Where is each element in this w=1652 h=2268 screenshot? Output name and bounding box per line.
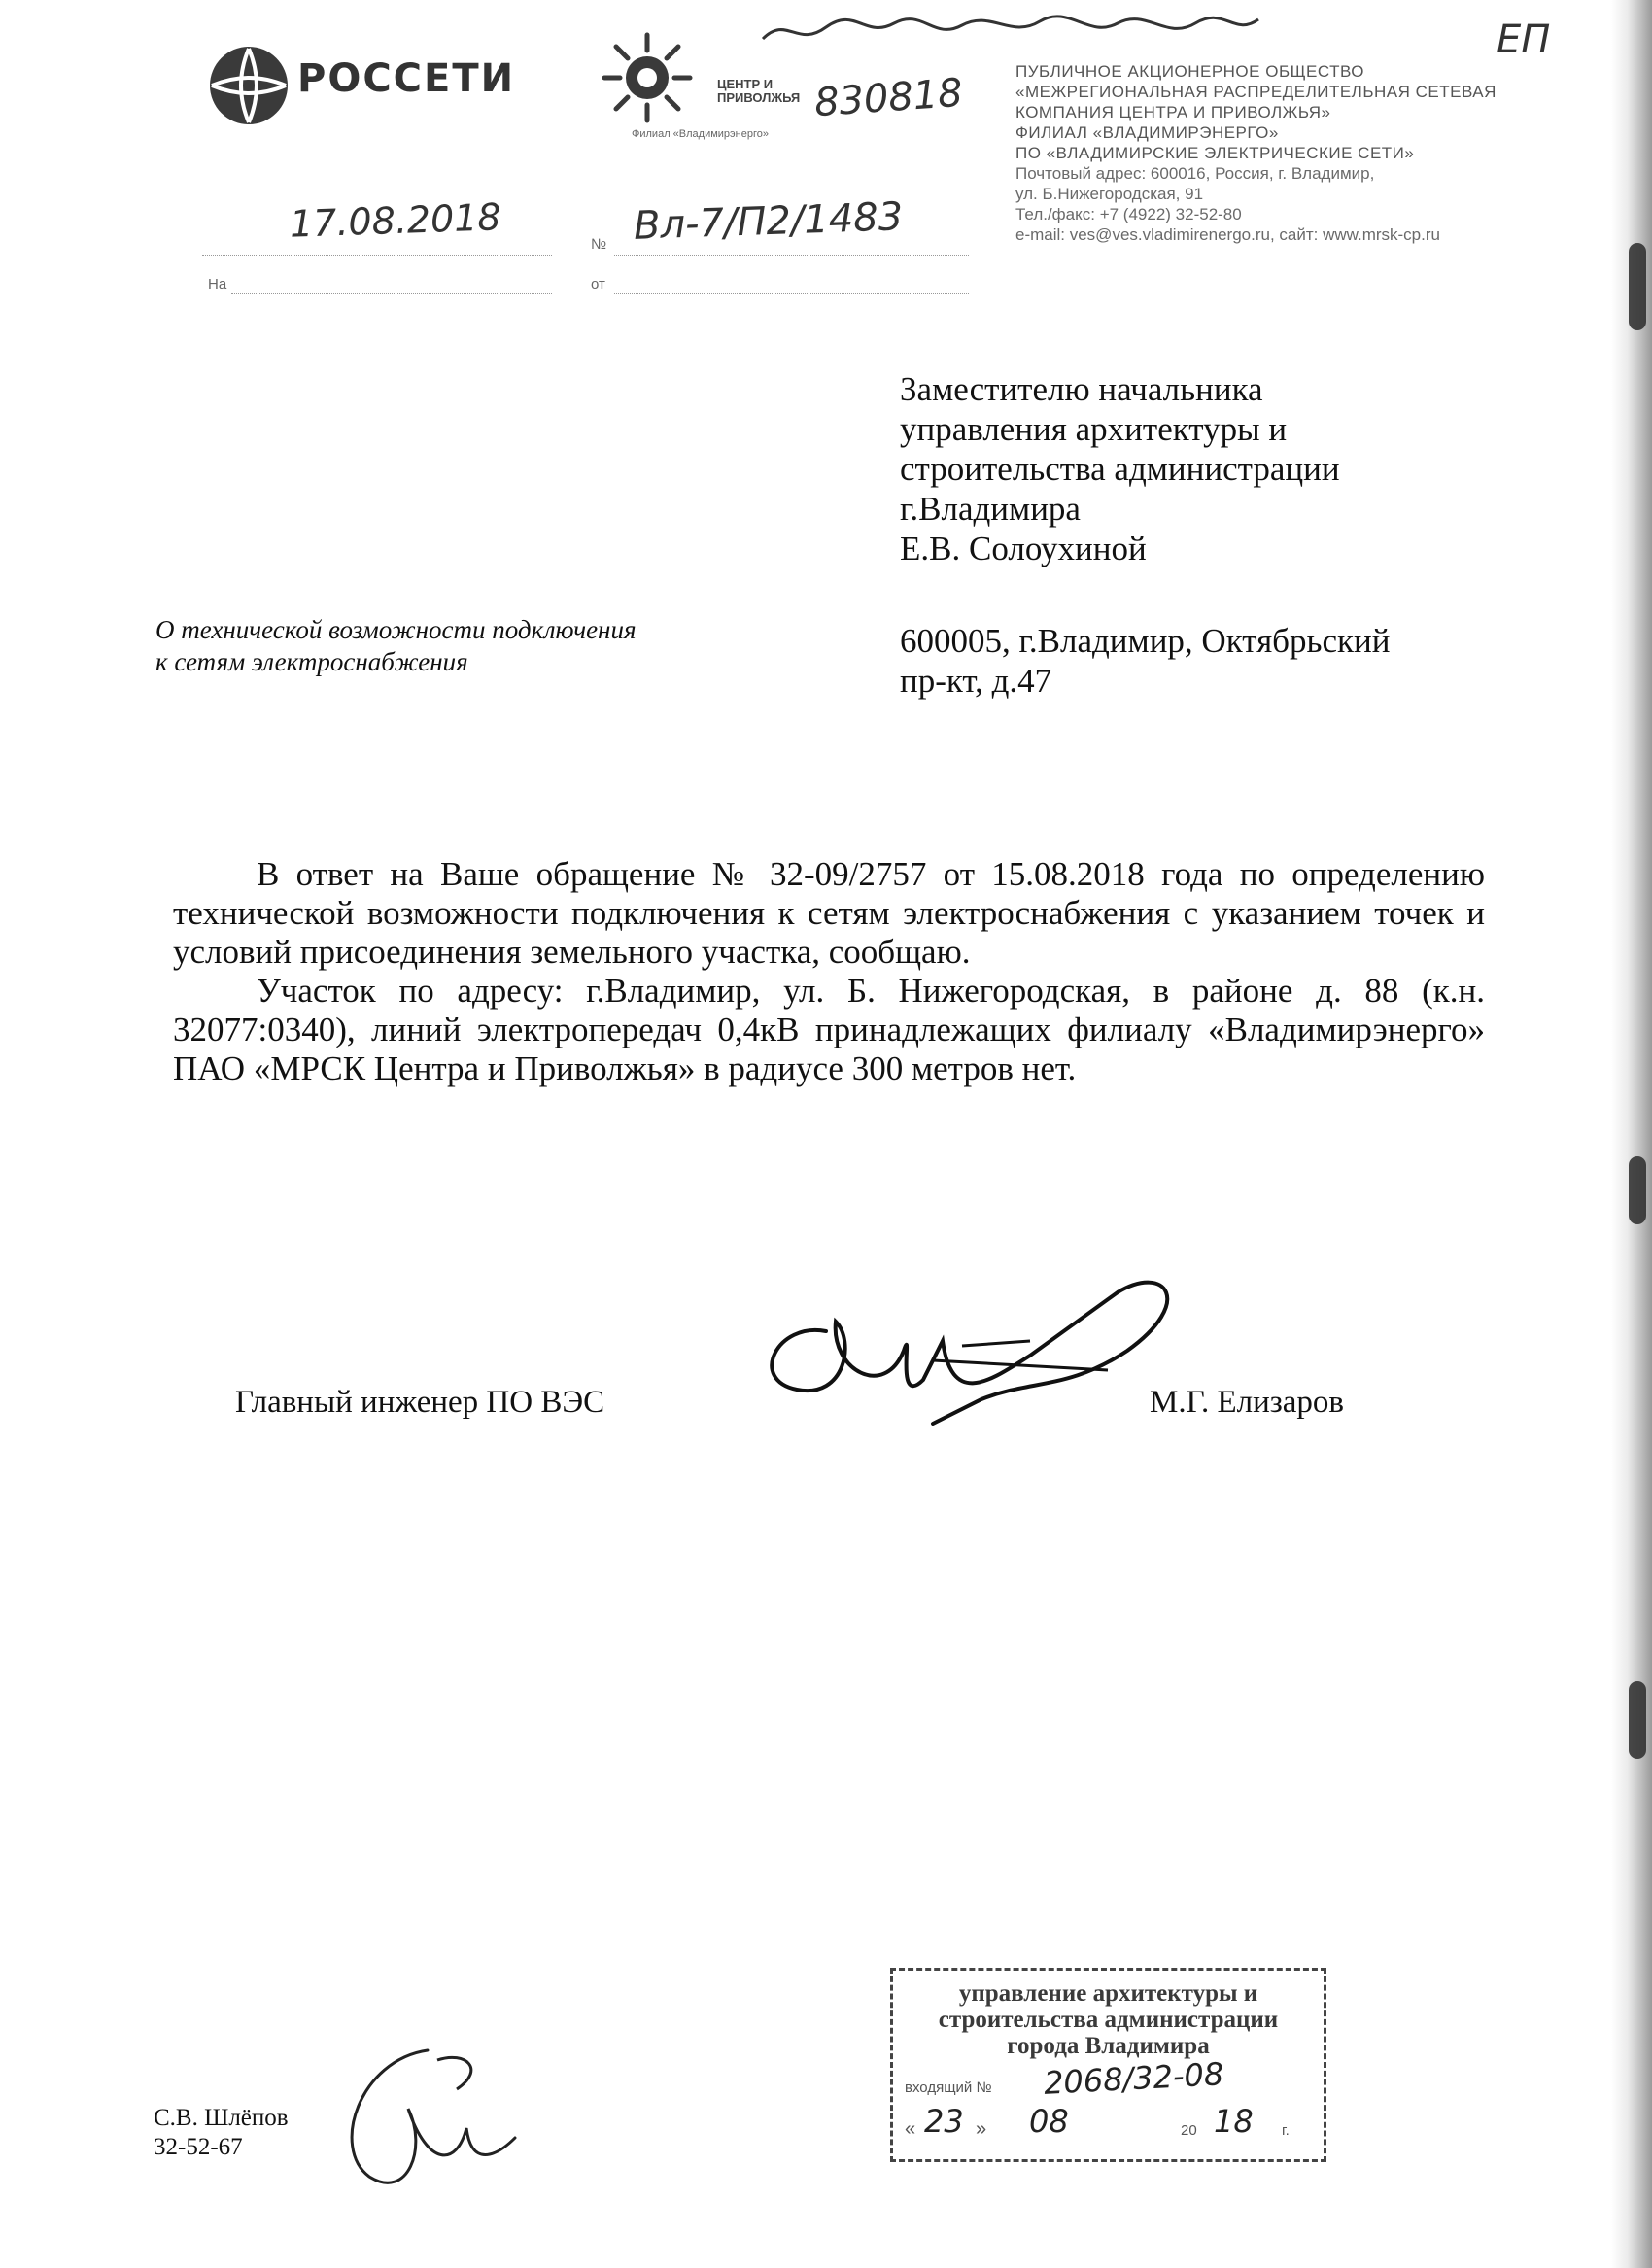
recipient-line: Е.В. Солоухиной <box>900 530 1147 567</box>
signature-image <box>739 1263 1195 1433</box>
stamp-line: управление архитектуры и <box>958 1980 1258 2007</box>
recipient-line: строительства администрации <box>900 450 1340 488</box>
stamp-line: строительства администрации <box>938 2007 1279 2033</box>
executor-signature <box>321 2031 544 2201</box>
subject <box>155 614 739 678</box>
registration-number: Вл-7/П2/1483 <box>633 194 904 249</box>
emblem-text-line: ПРИВОЛЖЬЯ <box>717 90 801 105</box>
sun-emblem-icon <box>599 29 696 126</box>
incoming-stamp <box>890 1968 1326 2162</box>
recipient-line: Заместителю начальника <box>900 370 1263 408</box>
org-line: «МЕЖРЕГИОНАЛЬНАЯ РАСПРЕДЕЛИТЕЛЬНАЯ СЕТЕВАЯ <box>1015 83 1497 101</box>
stamp-day: 23 <box>924 2103 964 2140</box>
stamp-month: 08 <box>1029 2103 1069 2140</box>
scan-blot <box>1629 1156 1646 1224</box>
na-underline <box>231 293 552 294</box>
date-underline <box>202 255 552 256</box>
scribble-icon <box>758 10 1263 53</box>
org-name-block <box>1015 61 1497 163</box>
handwritten-scribble <box>758 10 1263 58</box>
contact-line: Тел./факс: +7 (4922) 32-52-80 <box>1015 205 1242 223</box>
emblem-text <box>717 78 800 105</box>
signatory-name: М.Г. Елизаров <box>1150 1385 1344 1420</box>
executor-phone: 32-52-67 <box>154 2134 243 2160</box>
recipient-address-line: пр-кт, д.47 <box>900 662 1052 700</box>
stamp-year-suffix: 18 <box>1214 2103 1254 2140</box>
stamp-year-prefix: 20 <box>1181 2122 1197 2139</box>
ot-underline <box>614 293 969 294</box>
mrsk-emblem <box>599 29 696 131</box>
executor-block <box>154 2104 289 2162</box>
incoming-handwritten: 830818 <box>812 70 965 126</box>
executor-signature-icon <box>321 2031 544 2196</box>
scan-shadow <box>1611 0 1652 2268</box>
subject-line: О технической возможности подключения <box>155 615 637 644</box>
org-line: КОМПАНИЯ ЦЕНТРА И ПРИВОЛЖЬЯ» <box>1015 103 1331 121</box>
recipient-line: г.Владимира <box>900 490 1081 528</box>
ot-label: от <box>591 276 605 292</box>
scan-blot <box>1629 243 1646 330</box>
letter-body <box>173 855 1485 1088</box>
number-underline <box>614 255 969 256</box>
recipient-line: управления архитектуры и <box>900 410 1288 448</box>
org-line: ПО «ВЛАДИМИРСКИЕ ЭЛЕКТРИЧЕСКИЕ СЕТИ» <box>1015 144 1415 162</box>
org-line: ПУБЛИЧНОЕ АКЦИОНЕРНОЕ ОБЩЕСТВО <box>1015 62 1364 81</box>
contact-line: e-mail: ves@ves.vladimirenergo.ru, сайт: www.mrsk-cp.ru <box>1015 225 1440 244</box>
signature-icon <box>739 1263 1195 1428</box>
stamp-year-unit: г. <box>1282 2122 1290 2139</box>
subject-line: к сетям электроснабжения <box>155 647 468 676</box>
contact-line: Почтовый адрес: 600016, Россия, г. Владимир, <box>1015 164 1375 183</box>
emblem-caption: Филиал «Владимирэнерго» <box>632 128 769 140</box>
emblem-text-line: ЦЕНТР И <box>717 77 774 91</box>
number-label: № <box>591 236 607 253</box>
recipient-address-line: 600005, г.Владимир, Октябрьский <box>900 622 1391 660</box>
contact-line: ул. Б.Нижегородская, 91 <box>1015 185 1204 203</box>
rosseti-logo <box>204 41 293 135</box>
org-line: ФИЛИАЛ «ВЛАДИМИРЭНЕРГО» <box>1015 123 1279 142</box>
recipient-block <box>900 369 1502 701</box>
signatory-position: Главный инженер ПО ВЭС <box>235 1385 605 1420</box>
stamp-line: города Владимира <box>1007 2033 1210 2059</box>
rosseti-emblem-icon <box>204 41 293 130</box>
stamp-incoming-number: 2068/32-08 <box>1043 2055 1225 2102</box>
scan-blot <box>1629 1681 1646 1759</box>
corner-mark: ЕП <box>1497 17 1551 62</box>
logo-text: РОССЕТИ <box>297 56 516 101</box>
registration-date: 17.08.2018 <box>289 195 502 246</box>
body-paragraph: В ответ на Ваше обращение № 32-09/2757 от 15.08.2018 года по определению технической возможности подключения к сетям электроснабжения с указанием точек и условий присоединения земельного участка, сообщаю. <box>173 855 1485 971</box>
executor-name: С.В. Шлёпов <box>154 2105 289 2131</box>
body-paragraph: Участок по адресу: г.Владимир, ул. Б. Нижегородская, в районе д. 88 (к.н. 32077:0340), линий электропередач 0,4кВ принадлежащих филиалу «Владимирэнерго» ПАО «МРСК Центра и Приволжья» в радиусе 300 метров нет. <box>173 972 1485 1087</box>
stamp-incoming-label: входящий № <box>905 2079 992 2096</box>
org-contacts <box>1015 163 1440 245</box>
stamp-quote-open: « <box>905 2118 916 2140</box>
stamp-quote-close: » <box>976 2118 987 2140</box>
na-label: На <box>208 276 227 292</box>
